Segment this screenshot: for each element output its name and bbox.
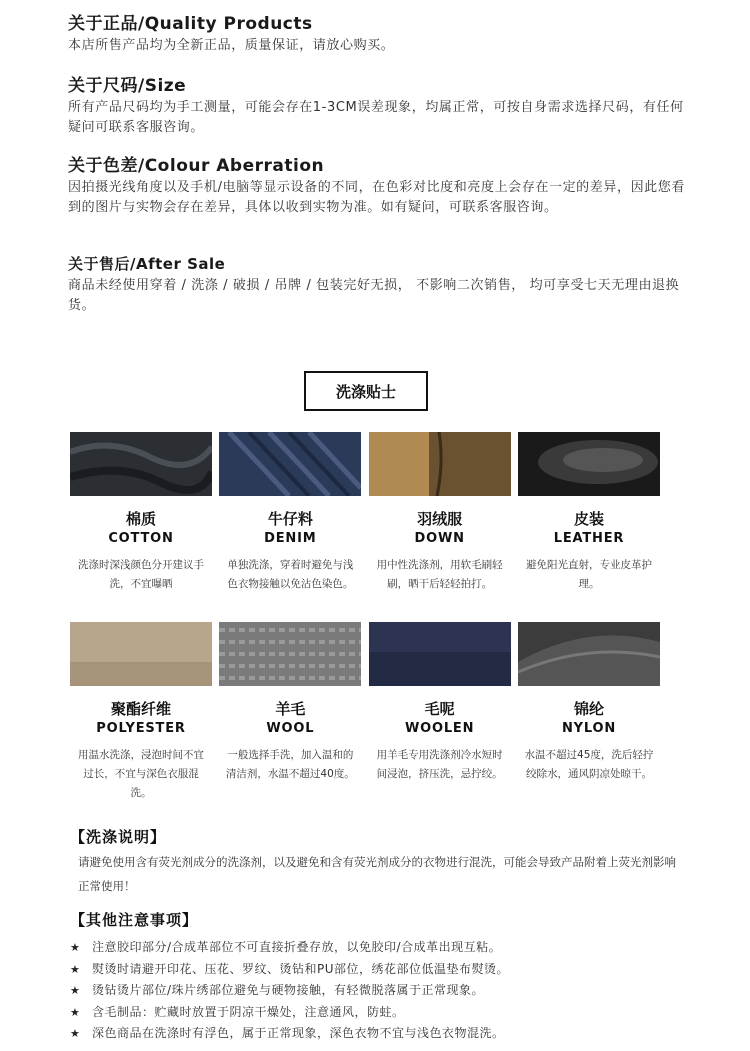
fabric-desc: 用中性洗涤剂，用软毛刷轻刷，晒干后轻轻拍打。 [376, 559, 503, 590]
policy-quality [68, 12, 688, 56]
fabric-name-en: WOOLEN [405, 721, 475, 736]
policy-text: 商品未经使用穿着 / 洗涤 / 破损 / 吊牌 / 包装完好无损， 不影响二次销售， 均可享受七天无理由退换货。 [68, 278, 680, 313]
fabric-nylon [518, 622, 660, 803]
fabric-desc: 一般选择手洗，加入温和的清洁剂，水温不超过40度。 [225, 749, 355, 780]
fabric-desc: 避免阳光直射，专业皮革护理。 [525, 559, 652, 590]
note-text: 烫钻烫片部位/珠片绣部位避免与硬物接触，有轻微脱落属于正常现象。 [92, 983, 485, 997]
fabric-desc: 单独洗涤，穿着时避免与浅色衣物接触以免沾色染色。 [227, 559, 354, 590]
polyester-swatch-image [70, 622, 212, 686]
fabric-down [369, 432, 511, 594]
fabric-name-en: DOWN [414, 531, 465, 546]
fabric-name-cn: 毛呢 [424, 700, 455, 718]
fabric-name-en: WOOL [266, 721, 315, 736]
nylon-swatch-image [518, 622, 660, 686]
fabric-name-en: COTTON [108, 531, 174, 546]
policy-title: 关于尺码/Size [68, 76, 187, 96]
fabric-name-en: LEATHER [553, 531, 625, 546]
list-item [70, 980, 690, 1002]
policy-text: 所有产品尺码均为手工测量，可能会存在1-3CM误差现象，均属正常，可按自身需求选择尺码，有任何疑问可联系客服咨询。 [68, 100, 684, 135]
fabric-name-en: DENIM [264, 531, 317, 546]
list-item [70, 959, 690, 981]
policy-text: 本店所售产品均为全新正品，质量保证，请放心购买。 [68, 38, 395, 53]
note-text: 深色商品在洗涤时有浮色，属于正常现象，深色衣物不宜与浅色衣物混洗。 [92, 1026, 505, 1040]
fabric-name-cn: 皮装 [573, 510, 604, 528]
policy-after-sale [68, 252, 688, 316]
wash-title: 【洗涤说明】 [70, 828, 167, 846]
denim-swatch-image [219, 432, 361, 496]
fabric-name-cn: 聚酯纤维 [110, 700, 171, 718]
policy-size [68, 74, 688, 138]
fabric-desc: 水温不超过45度，洗后轻拧绞除水，通风阴凉处晾干。 [524, 749, 654, 780]
star-icon: ★ [70, 941, 81, 954]
fabric-denim [219, 432, 361, 594]
policy-title: 关于正品/Quality Products [68, 14, 313, 34]
wool-swatch-image [219, 622, 361, 686]
fabric-polyester [70, 622, 212, 803]
fabric-row-1 [70, 432, 660, 594]
fabric-name-cn: 羽绒服 [417, 510, 463, 528]
leather-swatch-image [518, 432, 660, 496]
fabric-name-en: NYLON [561, 721, 616, 736]
list-item [70, 1002, 690, 1024]
policy-title: 关于售后/After Sale [68, 255, 226, 273]
wash-text: 请避免使用含有荧光剂成分的洗涤剂，以及避免和含有荧光剂成分的衣物进行混洗，可能会导致产品附着上荧光剂影响正常使用！ [78, 855, 676, 893]
fabric-name-cn: 棉质 [125, 510, 156, 528]
fabric-name-cn: 羊毛 [275, 700, 306, 718]
notes-list [70, 937, 690, 1045]
policy-title: 关于色差/Colour Aberration [68, 156, 325, 176]
fabric-name-cn: 锦纶 [573, 700, 604, 718]
down-swatch-image [369, 432, 511, 496]
policy-colour [68, 154, 688, 218]
note-text: 含毛制品：贮藏时放置于阴凉干燥处，注意通风，防蛀。 [92, 1004, 405, 1019]
fabric-cotton [70, 432, 212, 594]
fabric-leather [518, 432, 660, 594]
fabric-wool [219, 622, 361, 803]
star-icon: ★ [70, 1005, 81, 1019]
policy-text: 因拍摄光线角度以及手机/电脑等显示设备的不同，在色彩对比度和亮度上会存在一定的差异，因此您看到的图片与实物会存在差异，具体以收到实物为准。如有疑问，可联系客服咨询。 [68, 180, 685, 215]
notes-title: 【其他注意事项】 [70, 911, 199, 929]
star-icon: ★ [70, 962, 81, 976]
fabric-name-cn: 牛仔料 [267, 510, 313, 528]
star-icon: ★ [70, 1027, 81, 1040]
woolen-swatch-image [369, 622, 511, 686]
note-text: 注意胶印部分/合成革部位不可直接折叠存放，以免胶印/合成革出现互粘。 [92, 940, 502, 954]
fabric-desc: 用温水洗涤，浸泡时间不宜过长，不宜与深色衣服混洗。 [78, 749, 204, 799]
fabric-desc: 用羊毛专用洗涤剂冷水短时间浸泡，挤压洗，忌拧绞。 [376, 749, 503, 780]
fabric-desc: 洗涤时深浅颜色分开建议手洗，不宜曝晒 [78, 559, 204, 590]
star-icon: ★ [70, 984, 81, 997]
care-tips-title: 洗涤贴士 [304, 371, 428, 411]
list-item [70, 937, 690, 959]
fabric-name-en: POLYESTER [96, 721, 186, 736]
cotton-swatch-image [70, 432, 212, 496]
fabric-woolen [369, 622, 511, 803]
fabric-row-2 [70, 622, 660, 803]
list-item [70, 1023, 690, 1045]
note-text: 熨烫时请避开印花、压花、罗纹、烫钻和PU部位，绣花部位低温垫布熨烫。 [92, 961, 510, 976]
